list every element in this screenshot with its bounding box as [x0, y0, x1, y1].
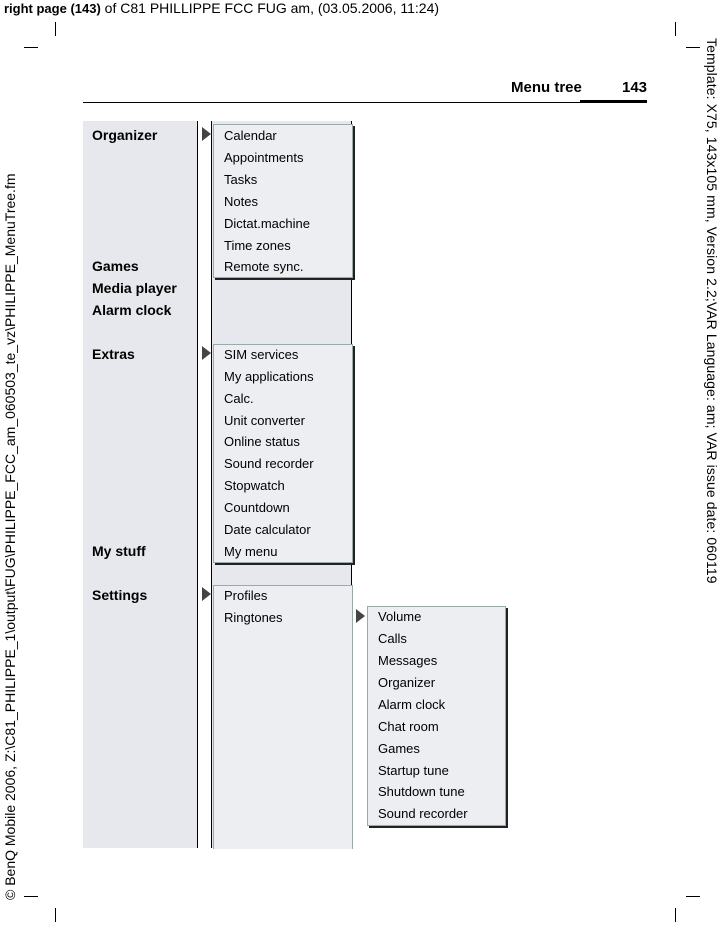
submenu-arrow-icon	[356, 609, 365, 623]
submenu-item: Profiles	[224, 588, 268, 603]
submenu-arrow-icon	[202, 127, 211, 141]
submenu-item: Messages	[378, 653, 438, 668]
submenu-item: Sound recorder	[224, 456, 314, 471]
submenu-item: Calls	[378, 631, 407, 646]
submenu-extras	[213, 344, 353, 563]
crop-mark	[686, 896, 700, 897]
copyright-path: © BenQ Mobile 2006, Z:\C81_PHILIPPE_1\output\FUG\PHILIPPE_FCC_am_060503_te_vz\PHILIPPE_MenuTree.fm	[2, 173, 18, 900]
crop-mark	[24, 47, 38, 48]
submenu-item: Stopwatch	[224, 478, 285, 493]
submenu-item: Dictat.machine	[224, 216, 310, 231]
submenu-settings	[213, 585, 353, 849]
menu-organizer: Organizer	[92, 127, 158, 143]
crop-mark	[675, 22, 676, 36]
header-rule	[83, 102, 647, 103]
submenu-item: Tasks	[224, 172, 258, 187]
submenu-item: Unit converter	[224, 413, 305, 428]
submenu-item: SIM services	[224, 347, 299, 362]
submenu-item: Time zones	[224, 238, 291, 253]
submenu-item: Countdown	[224, 500, 290, 515]
submenu-item: Calc.	[224, 391, 254, 406]
menu-media-player: Media player	[92, 280, 177, 296]
submenu-arrow-icon	[202, 587, 211, 601]
menu-settings: Settings	[92, 587, 148, 603]
menu-alarm-clock: Alarm clock	[92, 302, 172, 318]
submenu-item: Calendar	[224, 128, 277, 143]
submenu-item: Ringtones	[224, 610, 283, 625]
running-header	[4, 0, 439, 16]
submenu-item: Notes	[224, 194, 258, 209]
crop-mark	[675, 908, 676, 922]
submenu-item: Online status	[224, 434, 300, 449]
submenu-item: Startup tune	[378, 763, 449, 778]
submenu-item: Appointments	[224, 150, 304, 165]
submenu-item: My applications	[224, 369, 314, 384]
main-menu-column	[83, 121, 198, 848]
doc-ref: of C81 PHILLIPPE FCC FUG am, (03.05.2006, 11:24)	[100, 0, 440, 16]
submenu-item: Sound recorder	[378, 806, 468, 821]
menu-my-stuff: My stuff	[92, 543, 146, 559]
submenu-item: Remote sync.	[224, 259, 304, 274]
submenu-item: Shutdown tune	[378, 784, 465, 799]
submenu-item: Volume	[378, 609, 422, 624]
menu-games: Games	[92, 258, 139, 274]
page-number: 143	[622, 79, 648, 96]
submenu-item: My menu	[224, 544, 278, 559]
menu-extras: Extras	[92, 346, 135, 362]
header-rule-accent	[580, 100, 647, 103]
submenu-organizer	[213, 124, 353, 278]
submenu-item: Date calculator	[224, 522, 311, 537]
template-info: Template: X75, 143x105 mm, Version 2.2;VAR Language: am; VAR issue date: 060119	[704, 38, 720, 584]
submenu-ringtones	[367, 606, 506, 826]
submenu-item: Organizer	[378, 675, 436, 690]
submenu-arrow-icon	[202, 346, 211, 360]
page-ref: right page (143)	[4, 1, 101, 16]
crop-mark	[686, 47, 700, 48]
crop-mark	[55, 22, 56, 36]
submenu-item: Chat room	[378, 719, 439, 734]
crop-mark	[55, 908, 56, 922]
section-title: Menu tree	[511, 79, 582, 96]
crop-mark	[24, 896, 38, 897]
submenu-item: Alarm clock	[378, 697, 446, 712]
submenu-item: Games	[378, 741, 420, 756]
